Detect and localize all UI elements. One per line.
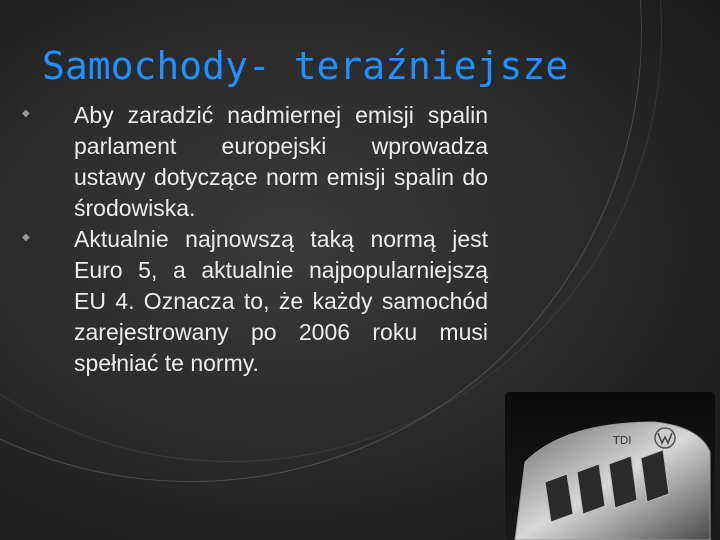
diamond-bullet-icon: ◆ bbox=[22, 232, 30, 243]
bullet-item bbox=[18, 224, 488, 379]
diamond-bullet-icon: ◆ bbox=[22, 108, 30, 119]
car-engine-photo bbox=[505, 392, 715, 540]
bullet-item bbox=[18, 100, 488, 224]
slide-title: Samochody- teraźniejsze bbox=[42, 44, 569, 88]
bullet-list bbox=[18, 100, 488, 379]
engine-logo-text: TDI bbox=[613, 434, 632, 447]
bullet-text: Aby zaradzić nadmiernej emisji spalin parlament europejski wprowadza ustawy dotyczące norm emisji spalin do środowiska. bbox=[74, 102, 488, 221]
bullet-text: Aktualnie najnowszą taką normą jest Euro 5, a aktualnie najpopularniejszą EU 4. Oznacza to, że każdy samochód zarejestrowany po 2006 roku musi spełniać te normy. bbox=[74, 226, 488, 376]
